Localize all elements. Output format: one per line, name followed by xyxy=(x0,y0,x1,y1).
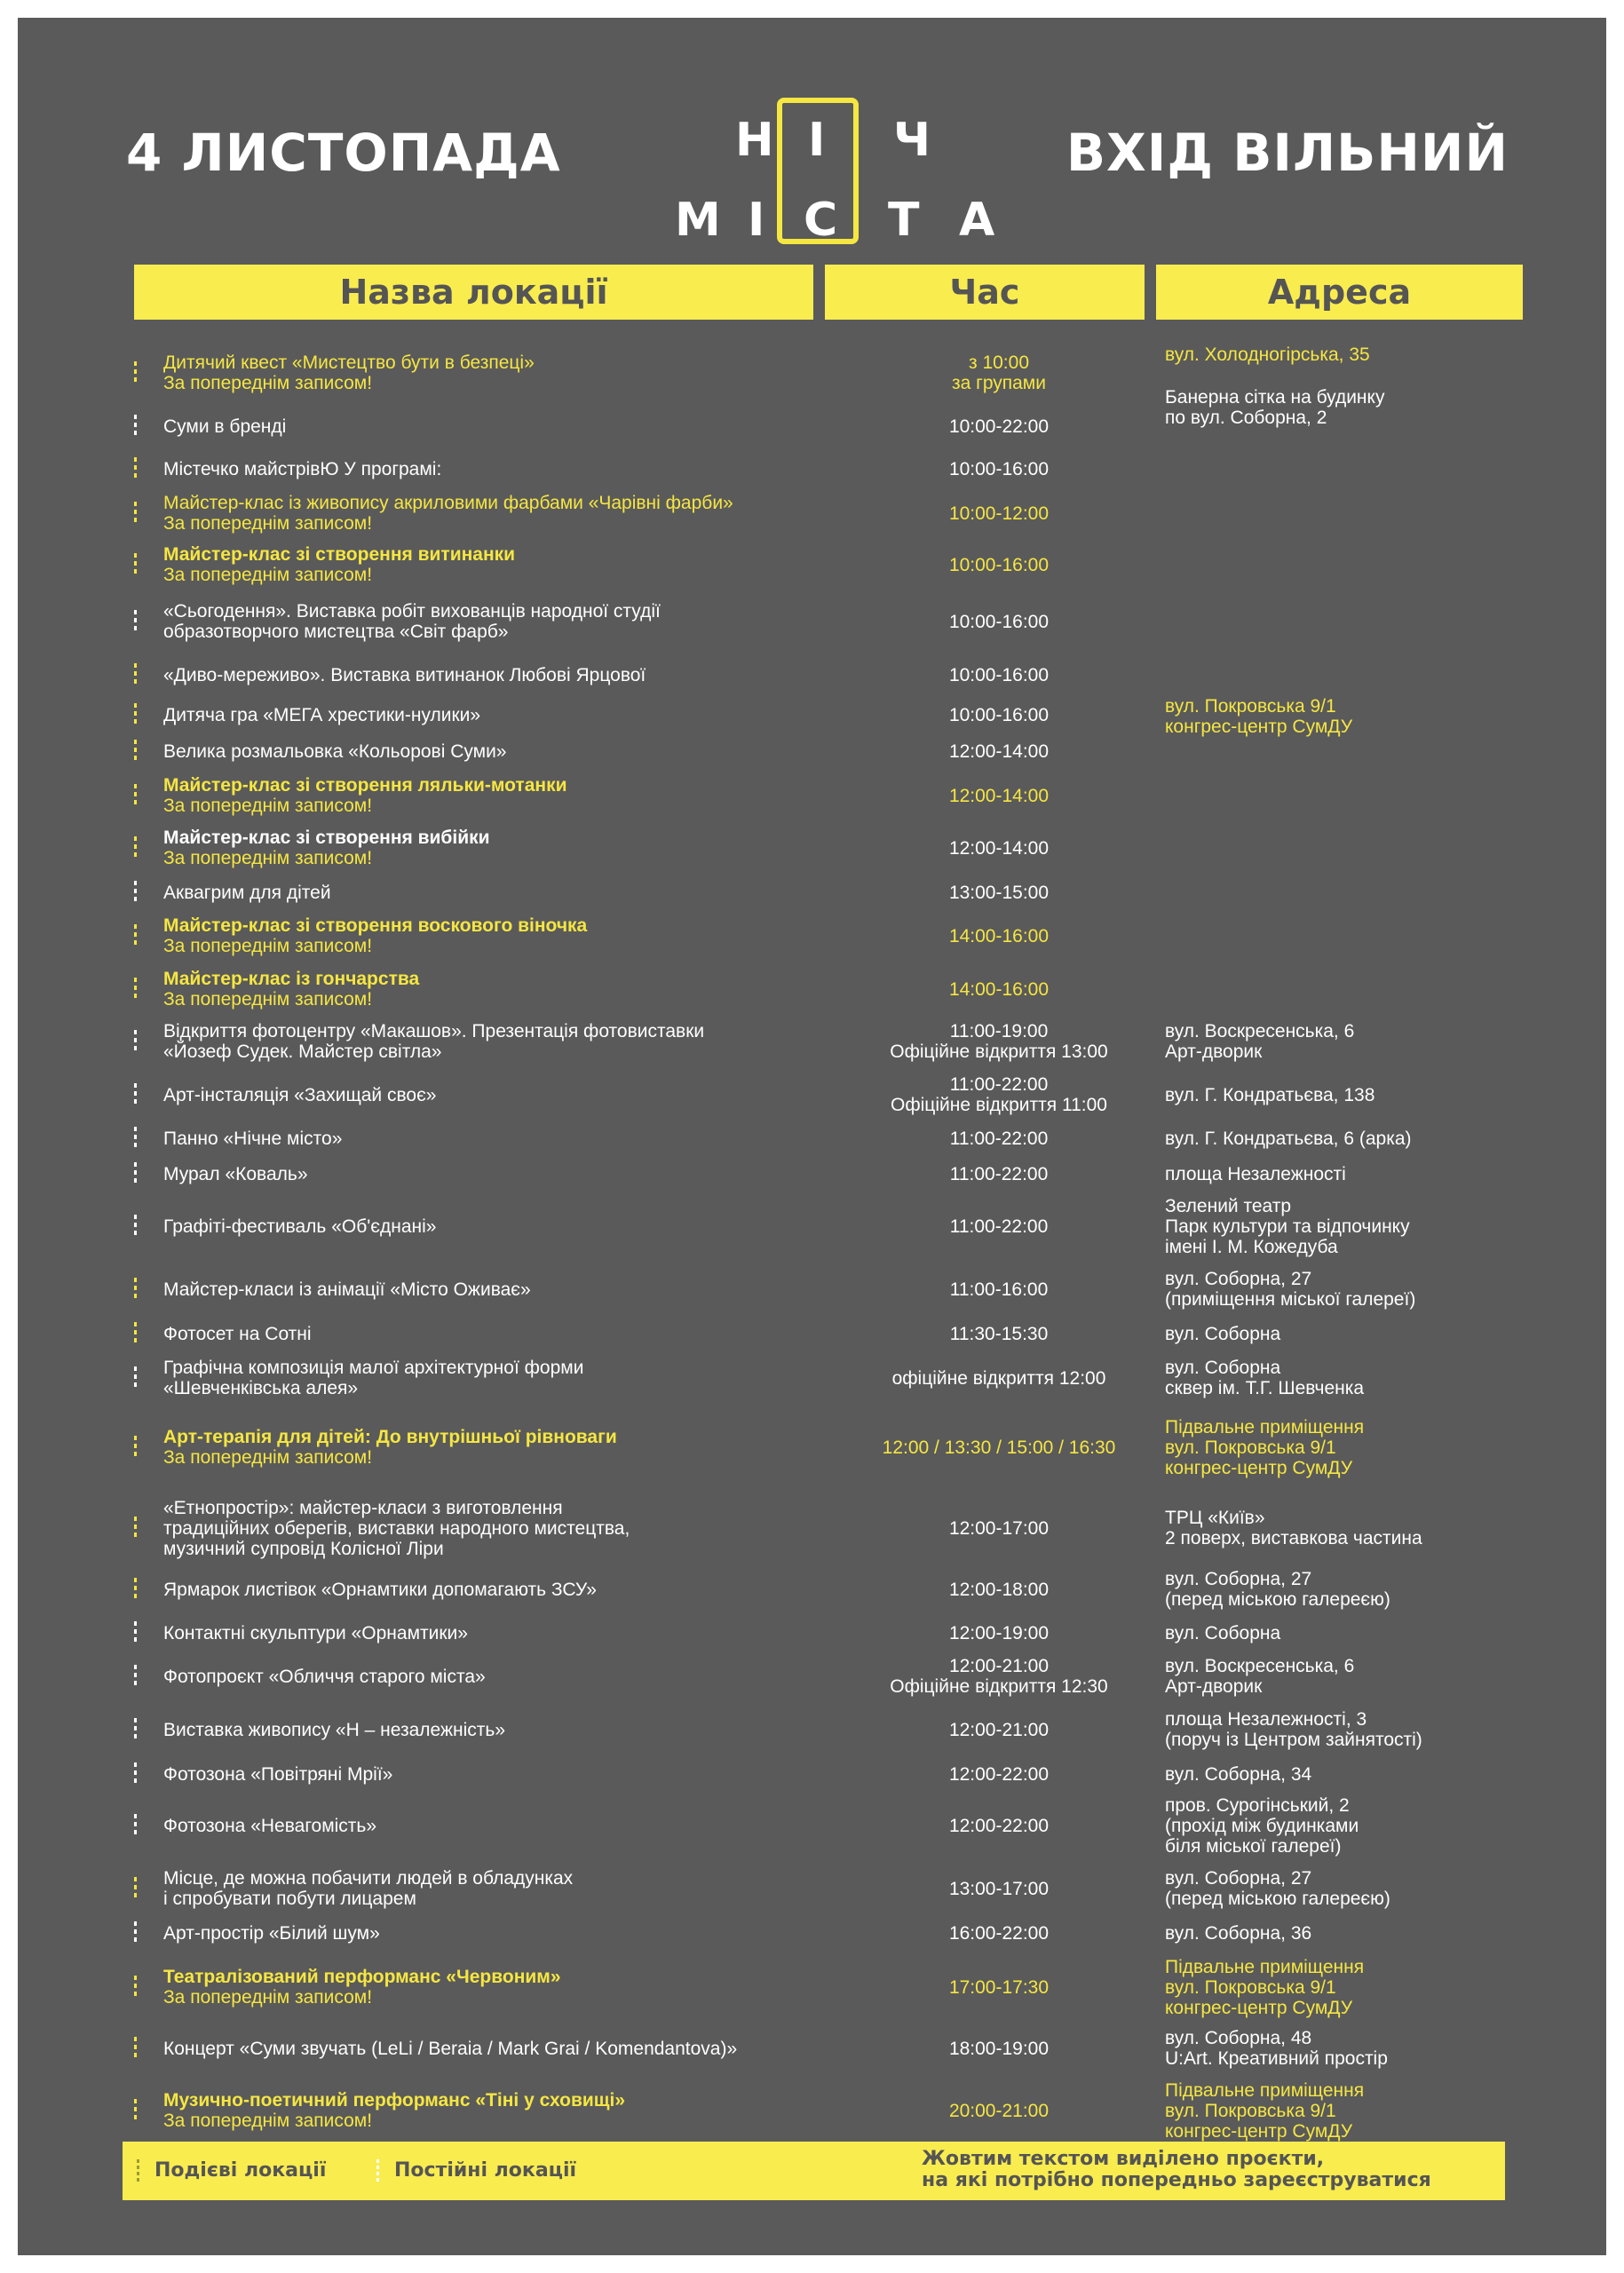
row-name-line: За попереднім записом! xyxy=(163,2111,373,2131)
location-marker-icon xyxy=(134,553,137,576)
row-time xyxy=(844,1279,1154,1300)
row-addr-line: площа Незалежності, 3 xyxy=(1165,1709,1367,1730)
logo-letter: І xyxy=(808,114,826,167)
row-time xyxy=(844,2101,1154,2121)
legend-note-line: Жовтим текстом виділено проєкти, xyxy=(922,2148,1325,2170)
row-time-line: 10:00-16:00 xyxy=(948,458,1050,479)
row-addr xyxy=(1165,1868,1582,1909)
row-addr-line: пров. Сурогінський, 2 xyxy=(1165,1794,1350,1816)
row-addr-line: вул. Г. Кондратьєва, 6 (арка) xyxy=(1165,1128,1412,1149)
row-addr-line: (прохід між будинками xyxy=(1165,1815,1359,1836)
row-time xyxy=(844,926,1154,946)
row-name xyxy=(163,416,856,437)
location-marker-icon xyxy=(134,1921,137,1944)
row-addr xyxy=(1165,1569,1582,1610)
row-name-line: Дитячий квест «Мистецтво бути в безпеці» xyxy=(163,352,535,373)
row-name-line: Відкриття фотоцентру «Макашов». Презентація фотовиставки xyxy=(163,1021,705,1041)
row-addr-line: вул. Соборна xyxy=(1165,1622,1281,1643)
location-marker-icon xyxy=(134,924,137,947)
row-addr-line: U:Art. Креативний простір xyxy=(1165,2048,1388,2069)
row-name xyxy=(163,2090,856,2131)
row-name xyxy=(163,1816,856,1836)
row-addr-line: Арт-дворик xyxy=(1165,1676,1263,1697)
row-name xyxy=(163,544,856,585)
location-marker-icon xyxy=(134,610,137,633)
row-addr-line: вул. Г. Кондратьєва, 138 xyxy=(1165,1084,1375,1105)
row-name-line: За попереднім записом! xyxy=(163,796,373,816)
row-addr-line: (перед міською галереєю) xyxy=(1165,1889,1390,1909)
row-name-line: Фотозона «Невагомість» xyxy=(163,1815,377,1836)
row-name xyxy=(163,1923,856,1944)
location-marker-icon xyxy=(134,663,137,686)
row-time-line: 10:00-16:00 xyxy=(948,554,1050,575)
row-addr-line: Підвальне приміщення xyxy=(1165,2079,1365,2101)
location-marker-icon xyxy=(134,1083,137,1106)
row-addr-line: вул. Воскресенська, 6 xyxy=(1165,1021,1355,1041)
row-time xyxy=(844,352,1154,393)
row-addr-line: вул. Соборна, 27 xyxy=(1165,1269,1312,1289)
row-time-line: 11:00-22:00 xyxy=(949,1128,1049,1149)
row-addr xyxy=(1165,1923,1582,1944)
row-name xyxy=(163,1580,856,1600)
row-time xyxy=(844,1437,1154,1458)
row-name-line: Місце, де можна побачити людей в обладунках xyxy=(163,1868,574,1889)
row-time xyxy=(844,459,1154,479)
row-addr xyxy=(1165,1021,1582,1062)
row-name-line: Графіті-фестиваль «Об'єднані» xyxy=(163,1216,437,1237)
location-marker-icon xyxy=(134,1215,137,1238)
row-time-line: з 10:00 xyxy=(968,352,1029,373)
row-name xyxy=(163,915,856,956)
row-time-line: Офіційне відкриття 13:00 xyxy=(890,1041,1108,1062)
row-time-line: 10:00-16:00 xyxy=(948,611,1050,632)
row-addr xyxy=(1165,1164,1582,1184)
row-addr-line: площа Незалежності xyxy=(1165,1163,1346,1184)
location-marker-icon xyxy=(134,1621,137,1644)
row-time-line: 11:00-22:00 xyxy=(949,1163,1049,1184)
row-time xyxy=(844,838,1154,859)
row-addr-line: вул. Соборна, 36 xyxy=(1165,1922,1312,1944)
row-name-line: і спробувати побути лицарем xyxy=(163,1889,416,1909)
logo-letter: А xyxy=(959,194,995,247)
row-time-line: 12:00-22:00 xyxy=(948,1815,1050,1836)
row-name xyxy=(163,1868,856,1909)
row-name-line: «Сьогодення». Виставка робіт вихованців народної студії xyxy=(163,601,661,622)
row-time-line: 13:00-17:00 xyxy=(948,1878,1050,1899)
location-marker-icon xyxy=(134,1030,137,1053)
row-name-line: Майстер-клас із живопису акриловими фарбами «Чарівні фарби» xyxy=(163,493,733,513)
location-marker-icon xyxy=(134,1436,137,1459)
row-time-line: Офіційне відкриття 11:00 xyxy=(891,1095,1107,1115)
row-addr-line: Підвальне приміщення xyxy=(1165,1416,1365,1437)
row-addr-line: Парк культури та відпочинку xyxy=(1165,1216,1410,1237)
row-name xyxy=(163,1216,856,1237)
row-addr xyxy=(1165,2028,1582,2069)
row-time xyxy=(844,416,1154,437)
row-name-line: За попереднім записом! xyxy=(163,989,373,1010)
row-time xyxy=(844,1021,1154,1062)
row-addr-line: (поруч із Центром зайнятості) xyxy=(1165,1730,1422,1750)
row-time xyxy=(844,555,1154,575)
location-marker-icon xyxy=(134,2037,137,2060)
column-header-name: Назва локації xyxy=(134,265,813,320)
row-addr-line: Зелений театр xyxy=(1165,1195,1292,1216)
location-marker-icon xyxy=(134,1976,137,1999)
row-time-line: Офіційне відкриття 12:30 xyxy=(890,1676,1108,1697)
location-marker-icon xyxy=(134,361,137,384)
row-name xyxy=(163,2039,856,2059)
row-time-line: 12:00-19:00 xyxy=(948,1622,1050,1643)
location-marker-icon xyxy=(134,1127,137,1150)
row-name-line: традиційних оберегів, виставки народного мистецтва, xyxy=(163,1517,630,1539)
row-name xyxy=(163,1021,856,1062)
permanent-location-marker-icon xyxy=(376,2159,379,2182)
row-addr-line: Підвальне приміщення xyxy=(1165,1956,1365,1977)
row-addr-line: вул. Соборна xyxy=(1165,1358,1281,1378)
legend-note-line: на які потрібно попередньо зареєструватися xyxy=(922,2169,1431,2191)
side-address-line: вул. Холодногірська, 35 xyxy=(1165,345,1370,365)
row-addr-line: 2 поверх, виставкова частина xyxy=(1165,1528,1422,1548)
row-addr xyxy=(1165,1358,1582,1398)
row-addr-line: конгрес-центр СумДУ xyxy=(1165,2120,1353,2142)
row-name xyxy=(163,665,856,685)
row-time-line: 11:00-16:00 xyxy=(949,1279,1049,1300)
row-addr-line: конгрес-центр СумДУ xyxy=(1165,1457,1353,1478)
row-name-line: Майстер-клас зі створення вибійки xyxy=(163,828,490,848)
row-time-line: за групами xyxy=(952,373,1046,393)
location-marker-icon xyxy=(134,1366,137,1390)
row-addr xyxy=(1165,1623,1582,1643)
location-marker-icon xyxy=(134,978,137,1001)
row-addr xyxy=(1165,1085,1582,1105)
row-addr-line: біля міської галереї) xyxy=(1165,1835,1342,1857)
side-address xyxy=(1165,696,1582,737)
row-addr-line: імені І. М. Кожедуба xyxy=(1165,1236,1338,1257)
row-time xyxy=(844,612,1154,632)
row-time xyxy=(844,1368,1154,1389)
row-time xyxy=(844,1129,1154,1149)
column-header-time: Час xyxy=(825,265,1145,320)
legend-permanent-locations: Постійні локації xyxy=(394,2159,577,2182)
row-name xyxy=(163,352,856,393)
row-name-line: Майстер-клас зі створення ляльки-мотанки xyxy=(163,775,567,796)
row-time-line: 14:00-16:00 xyxy=(948,925,1050,946)
side-address xyxy=(1165,345,1582,365)
row-name-line: музичний супровід Колісної Ліри xyxy=(163,1538,444,1559)
row-time-line: 11:00-22:00 xyxy=(949,1074,1049,1095)
row-name-line: Арт-терапія для дітей: До внутрішньої рівноваги xyxy=(163,1427,617,1447)
row-time-line: 12:00-14:00 xyxy=(948,785,1050,806)
side-address-line: конгрес-центр СумДУ xyxy=(1165,717,1353,737)
row-addr-line: вул. Покровська 9/1 xyxy=(1165,1976,1336,1998)
row-name xyxy=(163,1324,856,1344)
row-name-line: Ярмарок листівок «Орнамтики допомагають ЗСУ» xyxy=(163,1579,597,1600)
row-name xyxy=(163,1279,856,1300)
row-name xyxy=(163,828,856,868)
row-name-line: За попереднім записом! xyxy=(163,1987,373,2008)
row-time-line: 11:00-22:00 xyxy=(949,1216,1049,1237)
row-time xyxy=(844,705,1154,725)
row-addr-line: конгрес-центр СумДУ xyxy=(1165,1997,1353,2018)
row-time xyxy=(844,1720,1154,1740)
row-name xyxy=(163,1498,856,1559)
row-name-line: «Шевченківська алея» xyxy=(163,1378,359,1398)
row-name-line: образотворчого мистецтва «Світ фарб» xyxy=(163,622,509,642)
row-time xyxy=(844,741,1154,762)
row-addr xyxy=(1165,1709,1582,1750)
row-addr-line: вул. Соборна, 34 xyxy=(1165,1763,1312,1785)
row-time xyxy=(844,1764,1154,1785)
row-name xyxy=(163,1164,856,1184)
row-time-line: 18:00-19:00 xyxy=(948,2038,1050,2059)
row-time-line: офіційне відкриття 12:00 xyxy=(891,1367,1106,1389)
location-marker-icon xyxy=(134,1162,137,1185)
row-name-line: Концерт «Суми звучать (LeLi / Beraia / Mark Grai / Komendantova)» xyxy=(163,2038,738,2059)
row-name-line: Фотозона «Повітряні Мрії» xyxy=(163,1763,393,1785)
row-name xyxy=(163,1764,856,1785)
logo-letter: Н xyxy=(735,114,774,167)
row-name-line: «Йозеф Судек. Майстер світла» xyxy=(163,1041,442,1062)
row-time-line: 12:00-21:00 xyxy=(948,1719,1050,1740)
row-time xyxy=(844,503,1154,524)
row-addr-line: вул. Соборна, 48 xyxy=(1165,2028,1312,2048)
row-time xyxy=(844,1074,1154,1115)
legend-footer xyxy=(123,2142,1505,2200)
row-name xyxy=(163,1358,856,1398)
row-addr xyxy=(1165,2080,1582,2142)
row-name-line: Графічна композиція малої архітектурної форми xyxy=(163,1358,584,1378)
row-time xyxy=(844,1816,1154,1836)
row-addr xyxy=(1165,1129,1582,1149)
row-name-line: За попереднім записом! xyxy=(163,936,373,956)
row-name xyxy=(163,969,856,1010)
row-name-line: Майстер-класи із анімації «Місто Оживає» xyxy=(163,1279,531,1300)
row-name-line: Мурал «Коваль» xyxy=(163,1163,308,1184)
row-time-line: 11:30-15:30 xyxy=(949,1323,1049,1344)
row-time xyxy=(844,1164,1154,1184)
row-name-line: Виставка живопису «Н – незалежність» xyxy=(163,1719,505,1740)
row-name-line: Контактні скульптури «Орнамтики» xyxy=(163,1622,468,1643)
row-addr-line: ТРЦ «Київ» xyxy=(1165,1508,1265,1528)
row-addr xyxy=(1165,1795,1582,1857)
logo-letter: Ч xyxy=(893,114,931,167)
row-name xyxy=(163,1720,856,1740)
event-date: 4 ЛИСТОПАДА xyxy=(126,123,561,183)
row-addr xyxy=(1165,1324,1582,1344)
location-marker-icon xyxy=(134,1877,137,1900)
row-addr-line: сквер ім. Т.Г. Шевченка xyxy=(1165,1378,1365,1398)
location-marker-icon xyxy=(134,836,137,859)
row-time-line: 12:00-22:00 xyxy=(948,1763,1050,1785)
row-name-line: Панно «Нічне місто» xyxy=(163,1128,343,1149)
row-time xyxy=(844,1656,1154,1697)
row-addr-line: вул. Воскресенська, 6 xyxy=(1165,1656,1355,1676)
location-marker-icon xyxy=(134,1762,137,1786)
location-marker-icon xyxy=(134,784,137,807)
row-name-line: Велика розмальовка «Кольорові Суми» xyxy=(163,741,507,762)
row-time-line: 10:00-16:00 xyxy=(948,664,1050,685)
row-name xyxy=(163,1085,856,1105)
row-time-line: 12:00-14:00 xyxy=(948,837,1050,859)
logo-letter: І xyxy=(748,194,765,247)
row-time-line: 12:00 / 13:30 / 15:00 / 16:30 xyxy=(882,1437,1116,1458)
row-name-line: За попереднім записом! xyxy=(163,1447,373,1468)
row-addr xyxy=(1165,1957,1582,2018)
row-name xyxy=(163,705,856,725)
row-time xyxy=(844,1623,1154,1643)
row-name-line: Театралізований перформанс «Червоним» xyxy=(163,1967,561,1987)
row-name xyxy=(163,1623,856,1643)
location-marker-icon xyxy=(134,1278,137,1301)
row-name-line: За попереднім записом! xyxy=(163,373,373,393)
row-time xyxy=(844,979,1154,1000)
row-time xyxy=(844,786,1154,806)
row-name-line: «Етнопростір»: майстер-класи з виготовлення xyxy=(163,1497,563,1518)
location-marker-icon xyxy=(134,415,137,438)
row-time xyxy=(844,1923,1154,1944)
row-name-line: Аквагрим для дітей xyxy=(163,882,331,903)
row-time-line: 12:00-18:00 xyxy=(948,1579,1050,1600)
location-marker-icon xyxy=(134,740,137,763)
free-entry-label: ВХІД ВІЛЬНИЙ xyxy=(1066,123,1509,183)
row-addr xyxy=(1165,1417,1582,1478)
row-name xyxy=(163,1967,856,2008)
row-name-line: Майстер-клас зі створення витинанки xyxy=(163,544,516,565)
row-time xyxy=(844,1977,1154,1998)
column-header-address: Адреса xyxy=(1156,265,1523,320)
row-name xyxy=(163,775,856,816)
row-addr xyxy=(1165,1656,1582,1697)
location-marker-icon xyxy=(134,1718,137,1741)
row-time-line: 14:00-16:00 xyxy=(948,978,1050,1000)
row-time xyxy=(844,1518,1154,1539)
row-name-line: Майстер-клас із гончарства xyxy=(163,969,420,989)
row-addr-line: вул. Покровська 9/1 xyxy=(1165,2100,1336,2121)
row-name xyxy=(163,1129,856,1149)
location-marker-icon xyxy=(134,1578,137,1601)
row-addr-line: вул. Покровська 9/1 xyxy=(1165,1437,1336,1458)
location-marker-icon xyxy=(134,881,137,904)
row-time-line: 12:00-17:00 xyxy=(948,1517,1050,1539)
row-name-line: «Диво-мереживо». Виставка витинанок Любові Ярцової xyxy=(163,664,646,685)
row-name-line: Суми в бренді xyxy=(163,416,287,437)
legend-event-locations: Подієві локації xyxy=(154,2159,327,2182)
row-addr xyxy=(1165,1269,1582,1310)
row-time-line: 12:00-21:00 xyxy=(948,1656,1050,1676)
location-marker-icon xyxy=(134,703,137,726)
row-name xyxy=(163,493,856,534)
row-addr xyxy=(1165,1196,1582,1257)
poster xyxy=(18,18,1606,2255)
row-name-line: Арт-інсталяція «Захищай своє» xyxy=(163,1084,437,1105)
location-marker-icon xyxy=(134,502,137,525)
row-addr-line: вул. Соборна, 27 xyxy=(1165,1868,1312,1889)
row-addr xyxy=(1165,1764,1582,1785)
row-name xyxy=(163,601,856,642)
row-time-line: 13:00-15:00 xyxy=(948,882,1050,903)
row-name xyxy=(163,459,856,479)
row-addr xyxy=(1165,1508,1582,1548)
logo-letter: С xyxy=(804,194,838,247)
location-marker-icon xyxy=(134,2099,137,2122)
event-location-marker-icon xyxy=(137,2159,139,2182)
legend-note xyxy=(922,2149,1431,2191)
row-time-line: 20:00-21:00 xyxy=(948,2100,1050,2121)
row-name-line: Майстер-клас зі створення воскового віночка xyxy=(163,915,588,936)
row-name-line: За попереднім записом! xyxy=(163,565,373,585)
row-addr-line: (перед міською галереєю) xyxy=(1165,1589,1390,1610)
row-name-line: Арт-простір «Білий шум» xyxy=(163,1922,380,1944)
row-time xyxy=(844,2039,1154,2059)
side-address-line: по вул. Соборна, 2 xyxy=(1165,408,1327,428)
row-name-line: Фотосет на Сотні xyxy=(163,1323,312,1344)
row-name-line: Дитяча гра «МЕГА хрестики-нулики» xyxy=(163,704,481,725)
location-marker-icon xyxy=(134,457,137,480)
row-time xyxy=(844,1216,1154,1237)
row-name xyxy=(163,883,856,903)
location-marker-icon xyxy=(134,1322,137,1345)
logo-letter: Т xyxy=(888,194,920,247)
row-time-line: 16:00-22:00 xyxy=(948,1922,1050,1944)
row-time xyxy=(844,883,1154,903)
row-addr-line: вул. Соборна, 27 xyxy=(1165,1569,1312,1589)
row-addr-line: (приміщення міської галереї) xyxy=(1165,1289,1416,1310)
location-marker-icon xyxy=(134,1814,137,1837)
row-name-line: Фотопроєкт «Обличчя старого міста» xyxy=(163,1666,486,1687)
row-name-line: Музично-поетичний перформанс «Тіні у сховищі» xyxy=(163,2090,626,2111)
row-name xyxy=(163,1427,856,1468)
logo-letter: М xyxy=(675,194,721,247)
row-time-line: 10:00-16:00 xyxy=(948,704,1050,725)
row-addr-line: Арт-дворик xyxy=(1165,1041,1263,1062)
row-time xyxy=(844,1324,1154,1344)
location-marker-icon xyxy=(134,1517,137,1540)
location-marker-icon xyxy=(134,1665,137,1688)
row-name xyxy=(163,741,856,762)
row-time-line: 12:00-14:00 xyxy=(948,741,1050,762)
row-time xyxy=(844,1580,1154,1600)
row-time xyxy=(844,665,1154,685)
row-time-line: 10:00-12:00 xyxy=(948,503,1050,524)
row-time xyxy=(844,1879,1154,1899)
side-address xyxy=(1165,387,1582,428)
side-address-line: Банерна сітка на будинку xyxy=(1165,387,1385,408)
side-address-line: вул. Покровська 9/1 xyxy=(1165,696,1336,717)
row-name-line: За попереднім записом! xyxy=(163,848,373,868)
row-name-line: За попереднім записом! xyxy=(163,513,373,534)
row-time-line: 11:00-19:00 xyxy=(949,1021,1049,1041)
row-time-line: 10:00-22:00 xyxy=(948,416,1050,437)
row-addr-line: вул. Соборна xyxy=(1165,1323,1281,1344)
row-name xyxy=(163,1667,856,1687)
row-name-line: Містечко майстрівЮ У програмі: xyxy=(163,458,442,479)
row-time-line: 17:00-17:30 xyxy=(948,1976,1050,1998)
